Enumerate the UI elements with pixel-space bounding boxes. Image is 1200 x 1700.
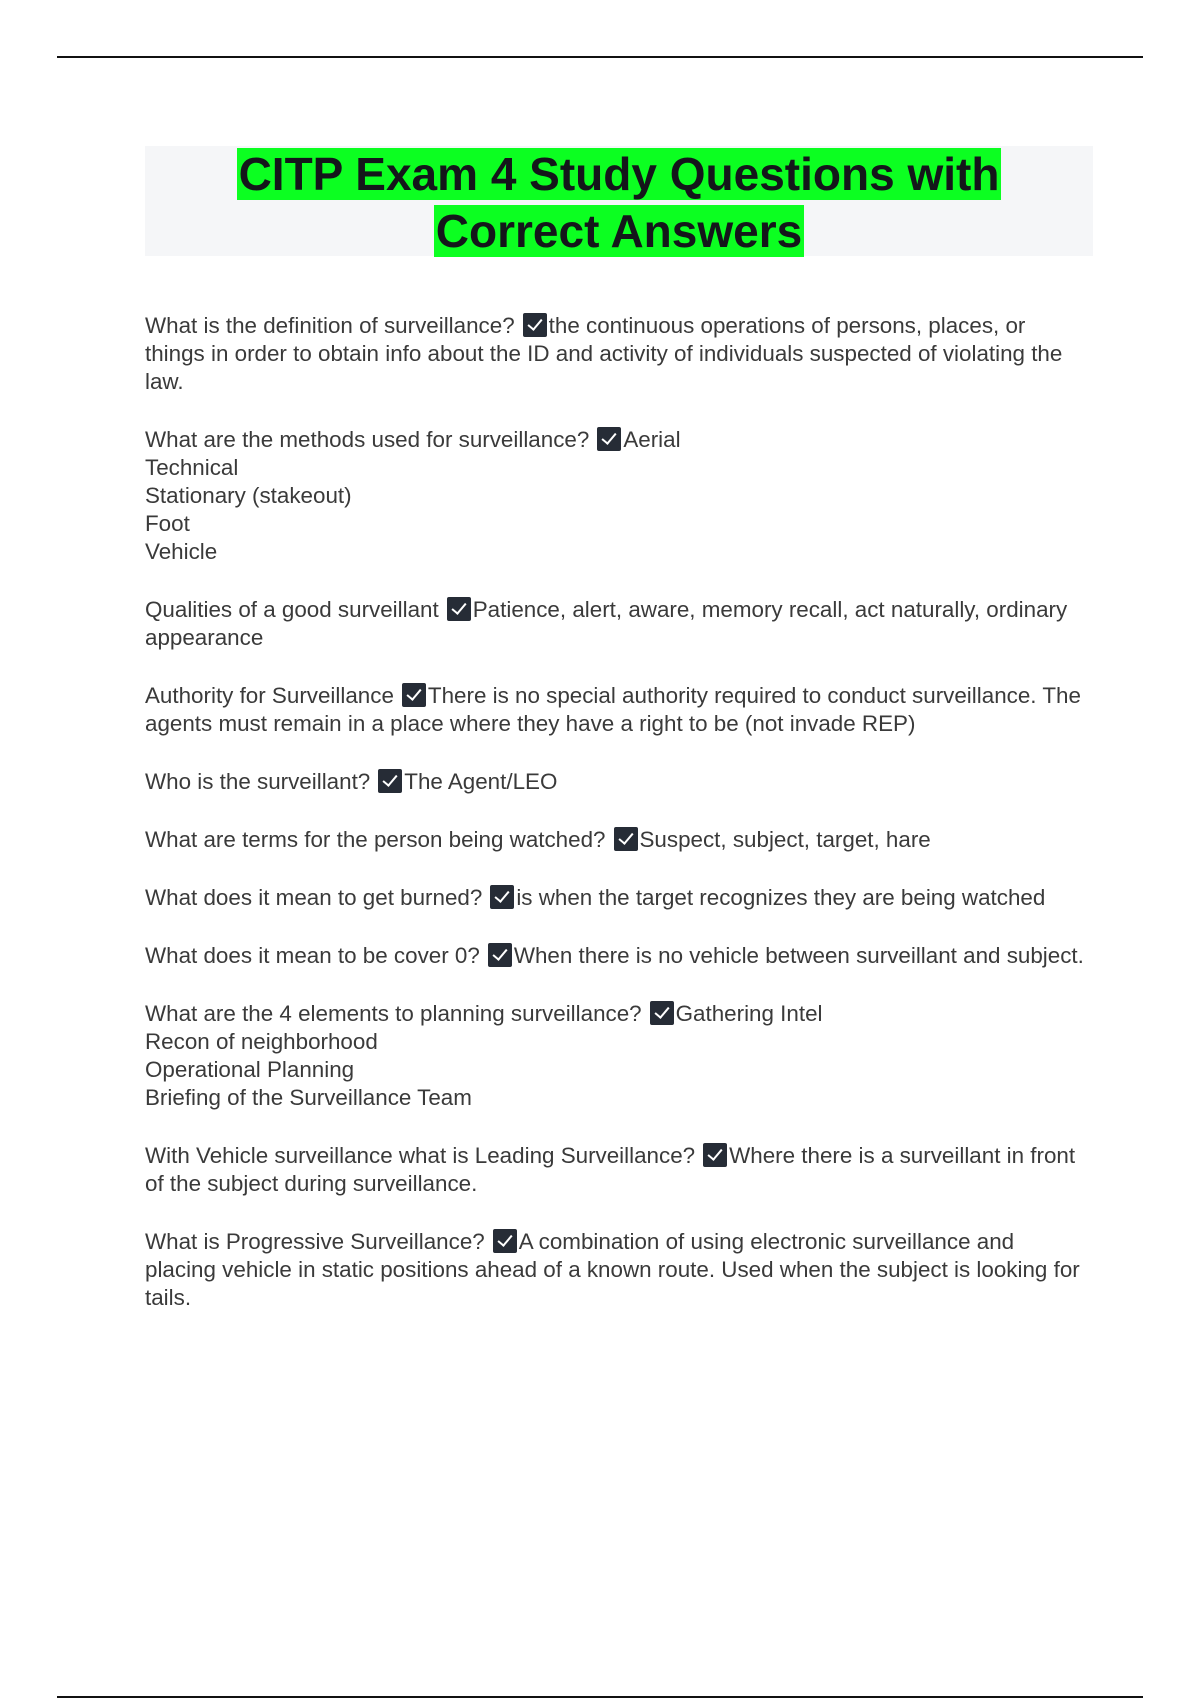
answer-line: Vehicle <box>145 539 218 564</box>
answer-text: The Agent/LEO <box>404 769 558 794</box>
checkbox-checked-icon <box>493 1229 517 1253</box>
checkbox-checked-icon <box>597 427 621 451</box>
qa-item <box>145 768 1085 796</box>
qa-item <box>145 1142 1085 1198</box>
title-banner <box>145 146 1093 256</box>
qa-item <box>145 312 1085 396</box>
answer-text: There is no special authority required to conduct surveillance. The agents must remain in a place where they have a right to be (not invade REP) <box>145 683 1081 736</box>
title-line-1: CITP Exam 4 Study Questions with <box>238 148 1000 200</box>
answer-text: the continuous operations of persons, places, or things in order to obtain info about the ID and activity of individuals suspected of violating the law. <box>145 313 1063 394</box>
answer-text: Suspect, subject, target, hare <box>639 827 931 852</box>
question-text: With Vehicle surveillance what is Leading Surveillance? <box>145 1143 696 1168</box>
qa-item <box>145 884 1085 912</box>
answer-line: Recon of neighborhood <box>145 1029 378 1054</box>
checkbox-checked-icon <box>488 943 512 967</box>
question-text: Qualities of a good surveillant <box>145 597 439 622</box>
answer-line: Technical <box>145 455 239 480</box>
checkbox-checked-icon <box>447 597 471 621</box>
qa-item <box>145 1228 1085 1312</box>
question-text: Who is the surveillant? <box>145 769 371 794</box>
answer-line: Stationary (stakeout) <box>145 483 352 508</box>
qa-item <box>145 942 1085 970</box>
answer-line: Foot <box>145 511 190 536</box>
checkbox-checked-icon <box>650 1001 674 1025</box>
checkbox-checked-icon <box>402 683 426 707</box>
bottom-rule <box>57 1696 1143 1698</box>
answer-line: Operational Planning <box>145 1057 355 1082</box>
qa-item <box>145 426 1085 566</box>
answer-text: Where there is a surveillant in front of the subject during surveillance. <box>145 1143 1076 1196</box>
question-text: What does it mean to be cover 0? <box>145 943 480 968</box>
question-text: Authority for Surveillance <box>145 683 394 708</box>
answer-text: Gathering Intel <box>675 1001 823 1026</box>
answer-text: Patience, alert, aware, memory recall, act naturally, ordinary appearance <box>145 597 1068 650</box>
question-text: What are the 4 elements to planning surveillance? <box>145 1001 642 1026</box>
answer-text: A combination of using electronic surveillance and placing vehicle in static positions ahead of a known route. Used when the subject is looking for tails. <box>145 1229 1080 1310</box>
checkbox-checked-icon <box>703 1143 727 1167</box>
document-title <box>145 146 1093 260</box>
question-text: What is Progressive Surveillance? <box>145 1229 485 1254</box>
title-line-2: Correct Answers <box>435 205 803 257</box>
top-rule <box>57 56 1143 58</box>
answer-text: When there is no vehicle between surveillant and subject. <box>513 943 1084 968</box>
question-text: What are terms for the person being watched? <box>145 827 606 852</box>
question-answer-list <box>145 312 1085 1342</box>
checkbox-checked-icon <box>490 885 514 909</box>
qa-item <box>145 682 1085 738</box>
question-text: What is the definition of surveillance? <box>145 313 515 338</box>
checkbox-checked-icon <box>614 827 638 851</box>
answer-line: Briefing of the Surveillance Team <box>145 1085 472 1110</box>
qa-item <box>145 826 1085 854</box>
qa-item <box>145 596 1085 652</box>
checkbox-checked-icon <box>523 313 547 337</box>
checkbox-checked-icon <box>378 769 402 793</box>
question-text: What does it mean to get burned? <box>145 885 483 910</box>
answer-text: is when the target recognizes they are being watched <box>516 885 1046 910</box>
answer-text: Aerial <box>623 427 681 452</box>
qa-item <box>145 1000 1085 1112</box>
question-text: What are the methods used for surveillance? <box>145 427 590 452</box>
